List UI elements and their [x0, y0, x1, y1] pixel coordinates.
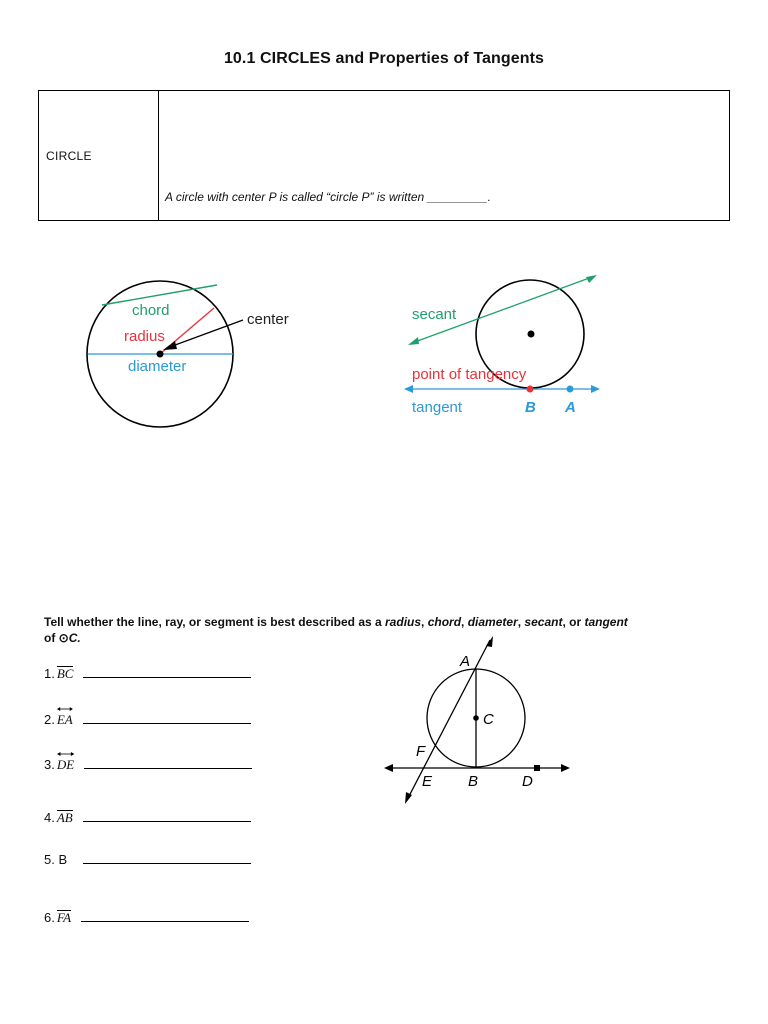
line-label: DE	[56, 757, 75, 772]
tangent-arrow-right	[591, 385, 600, 393]
circle-c-figure	[380, 636, 580, 806]
secant-arrow-left	[408, 337, 419, 345]
center-label: center	[247, 311, 289, 328]
center-arrow-head	[163, 341, 177, 350]
item-number: 1.	[44, 666, 55, 681]
line-arrow-icon	[57, 706, 73, 712]
segment-notation: AB	[56, 810, 73, 825]
center-annotation	[155, 300, 305, 360]
prompt-lead: Tell whether the line, ray, or segment is best described as a	[44, 615, 386, 629]
segment-notation: BC	[56, 666, 74, 681]
line-de-arrow-right	[561, 764, 570, 772]
page-title: 10.1 CIRCLES and Properties of Tangents	[223, 50, 545, 67]
center-arrow-line	[167, 320, 243, 348]
answer-blank[interactable]	[81, 910, 249, 922]
point-a-label: A	[565, 399, 576, 416]
chord-label: chord	[132, 302, 170, 319]
item-number: 6.	[44, 910, 55, 925]
prompt-sep: ,	[461, 615, 468, 629]
circle-name: C.	[68, 631, 81, 645]
term-diameter: diameter	[467, 615, 518, 629]
list-item	[44, 712, 251, 728]
line-notation	[57, 712, 73, 728]
tangent-arrow-left	[404, 385, 413, 393]
secant-label: secant	[412, 306, 457, 323]
point-label: B	[58, 852, 68, 867]
list-item	[44, 910, 249, 925]
prompt-sep: ,	[517, 615, 525, 629]
definition-note: A circle with center P is called “circle P” is written _________.	[165, 190, 491, 204]
secant-tangent-figure	[400, 270, 610, 420]
point-d-dot	[534, 765, 540, 771]
term-tangent: tangent	[584, 615, 628, 629]
radius-label: radius	[124, 328, 165, 345]
definition-table	[38, 90, 730, 221]
item-number: 5.	[44, 852, 55, 867]
table-divider	[158, 91, 159, 220]
answer-blank[interactable]	[83, 852, 251, 864]
item-number: 3.	[44, 757, 55, 772]
point-of-tangency-label: point of tangency	[412, 366, 527, 383]
term-secant: secant	[524, 615, 563, 629]
list-item	[44, 852, 251, 867]
list-item	[44, 757, 252, 773]
line-de-arrow-left	[384, 764, 393, 772]
answer-blank[interactable]	[83, 712, 251, 724]
term-cell: CIRCLE	[46, 149, 92, 163]
point-c-dot	[473, 715, 479, 721]
point-e-label: E	[422, 773, 433, 790]
prompt-sep: ,	[421, 615, 428, 629]
secant-arrow-right	[586, 275, 597, 283]
segment-notation: FA	[56, 910, 72, 925]
item-number: 4.	[44, 810, 55, 825]
line-ea-arrow-bottom	[405, 792, 412, 804]
point-b-label: B	[525, 399, 536, 416]
circle-symbol: ⊙	[58, 631, 69, 645]
point-b-dot	[527, 386, 534, 393]
term-radius: radius	[385, 615, 422, 629]
prompt-sep: , or	[562, 615, 585, 629]
list-item	[44, 810, 251, 825]
line-arrow-icon	[57, 751, 74, 757]
diameter-label: diameter	[128, 358, 187, 375]
point-a-label: A	[460, 653, 471, 670]
point-a-dot	[567, 386, 574, 393]
answer-blank[interactable]	[83, 810, 251, 822]
point-f-label: F	[416, 743, 426, 760]
point-b-label: B	[468, 773, 479, 790]
line-label: EA	[56, 712, 73, 727]
answer-blank[interactable]	[84, 757, 252, 769]
item-number: 2.	[44, 712, 55, 727]
prompt-line2-prefix: of	[44, 631, 59, 645]
point-c-label: C	[483, 711, 494, 728]
tangent-label: tangent	[412, 399, 463, 416]
point-d-label: D	[522, 773, 533, 790]
line-ea-arrow-top	[486, 636, 493, 647]
list-item	[44, 666, 251, 681]
answer-blank[interactable]	[83, 666, 251, 678]
term-chord: chord	[427, 615, 462, 629]
circle-center-dot	[528, 331, 535, 338]
line-notation	[57, 757, 74, 773]
